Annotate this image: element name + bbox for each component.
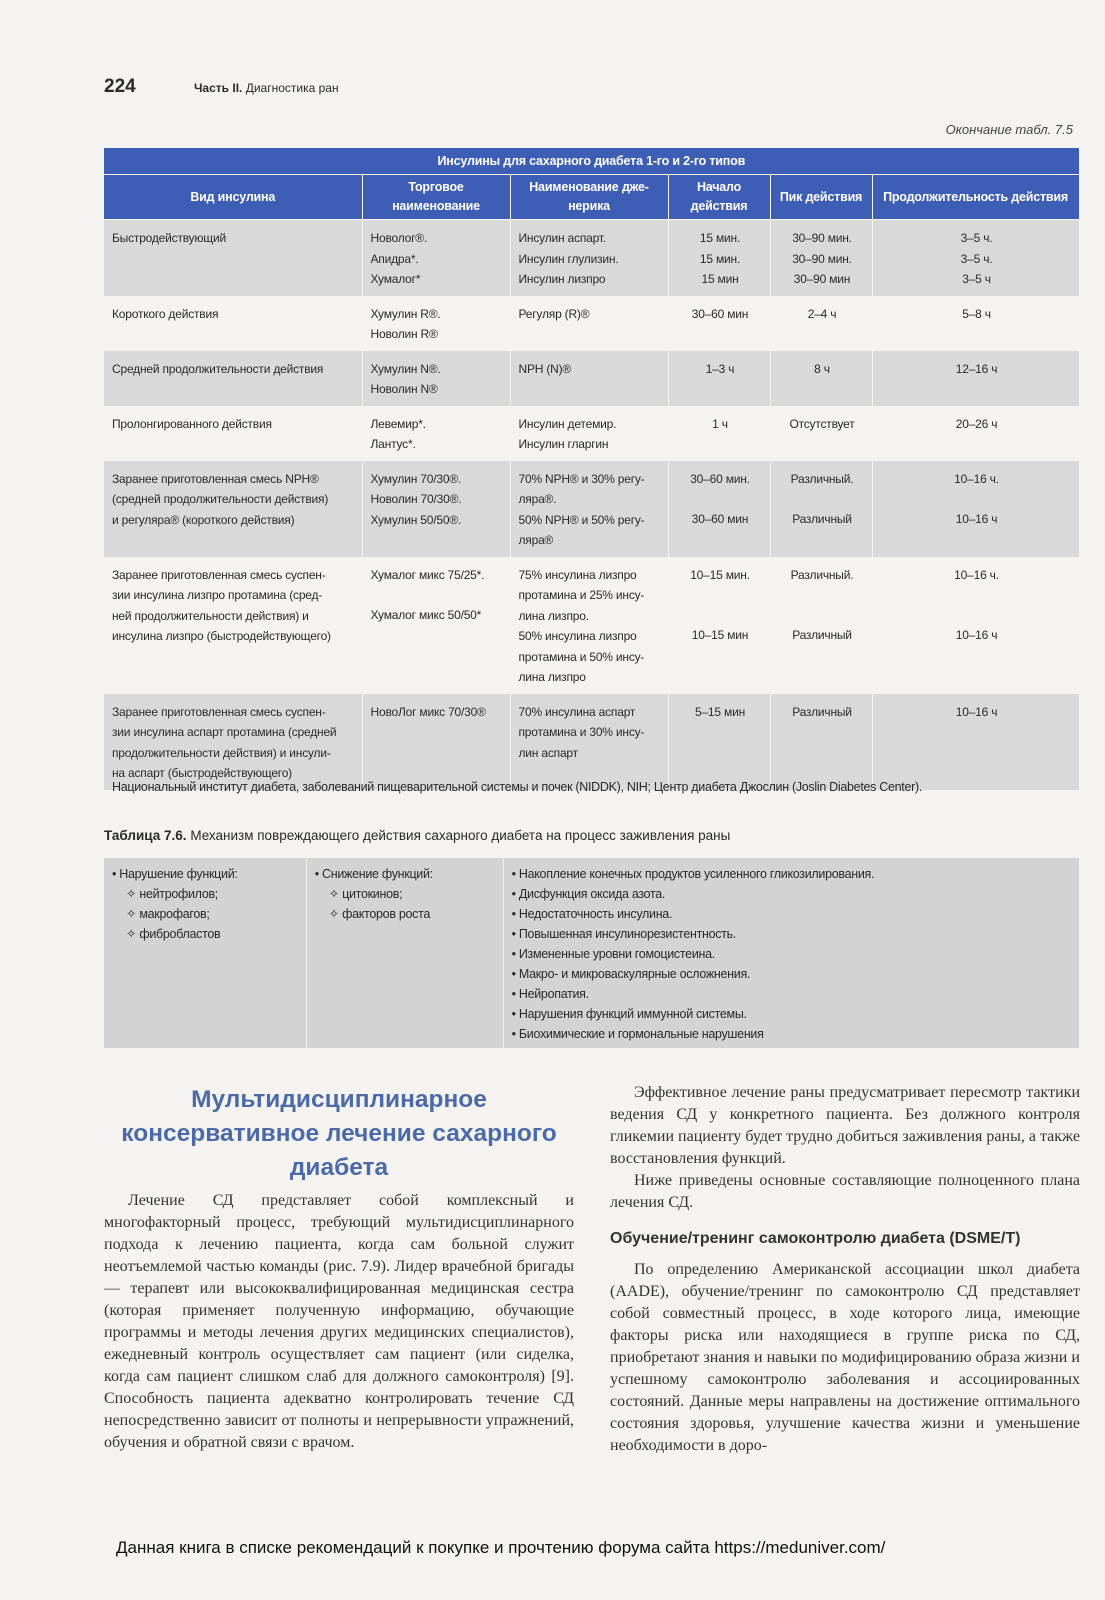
peak-cell [770,351,872,406]
cell-line: ляра® [518,533,554,547]
cell-line: Лантус*. [370,437,416,451]
peak-cell [770,461,872,557]
cell-line: Инсулин детемир. [518,416,617,431]
wound-table-column-factors [307,858,504,1048]
cell-line: Инсулин глулизин. [518,251,619,266]
cell-line: 3–5 ч. [960,251,993,266]
cell-line: 70% инсулина аспарт [518,704,636,719]
table-76-caption [104,828,730,843]
wound-healing-table [104,858,1079,1048]
list-item: ✧ нейтрофилов; [126,887,218,901]
cell-line: зии инсулина лизпро протамина (сред- [112,588,323,602]
paragraph: Лечение СД представляет собой комплексный и многофакторный процесс, требующий мультидисциплинарного подхода к лечению пациента, когда сам больной служит неотъемлемой частью команды (рис. 7.9). Лидер врачебной бригады — терапевт или высококвалифицированная медицинская сестра (которая применяет полученную информацию, обучающие программы и методы лечения других медицинских специалистов), ежедневный контроль осуществляет сам пациент (или сиделка, когда сам пациент слишком слаб для должного самоконтроля) [9]. Способность пациента адекватно контролировать течение СД непосредственно зависит от полноты и непрерывности упражнений, обучения и обратной связи с врачом. [104,1192,574,1451]
cell-line: 10–16 ч. [954,567,999,582]
list-item: ✧ цитокинов; [328,887,403,901]
onset-cell [668,461,770,557]
cell-line: инсулина лизпро (быстродействующего) [112,629,331,643]
column-header: Вид инсулина [104,175,362,220]
table-row [104,406,1079,461]
duration-cell [872,694,1079,790]
cell-line: Новолин R® [370,327,438,341]
insulin-type-cell [104,220,362,296]
table-continuation-label: Окончание табл. 7.5 [945,122,1073,137]
cell-line: 30–90 мин. [792,231,852,245]
cell-line: 5–8 ч [962,306,991,321]
trade-name-cell [362,406,510,461]
insulin-type-cell [104,461,362,557]
cell-line: 15 мин. [699,231,741,245]
cell-line: 10–16 ч. [954,471,999,486]
duration-cell [872,220,1079,296]
cell-line: протамина и 50% инсу- [518,649,645,664]
duration-cell [872,351,1079,406]
cell-line: Хумалог* [370,272,421,286]
list-item: • Накопление конечных продуктов усиленного гликозилирования. [511,867,875,881]
cell-line: лина лизпро. [518,608,589,623]
cell-line: (средней продолжительности действия) [112,492,329,506]
cell-line: зии инсулина аспарт протамина (средней [112,725,337,739]
cell-line: протамина и 25% инсу- [518,588,645,602]
list-item: • Снижение функций: [314,867,433,881]
cell-line: ней продолжительности действия) и [112,608,309,623]
peak-cell [770,694,872,790]
cell-line: Короткого действия [112,306,219,321]
insulin-type-cell [104,557,362,694]
list-item: • Макро- и микроваскулярные осложнения. [511,967,751,981]
cell-line: 50% инсулина лизпро [518,629,637,643]
duration-cell [872,296,1079,351]
wound-table-column-cells [104,858,307,1048]
list-item: • Нарушения функций иммунной системы. [511,1007,747,1021]
cell-line: Хумалог микс 75/25*. [370,567,485,582]
paragraph: Эффективное лечение раны предусматривает пересмотр тактики ведения СД у конкретного пациента. Без должного контроля гликемии пациенту будет трудно добиться заживления раны, а также восстановления функций. [610,1084,1080,1167]
cell-line: Инсулин лизпро [518,272,606,286]
cell-line: 15 мин. [699,251,741,266]
cell-line: 30–60 мин. [690,471,750,486]
list-item: • Нейропатия. [511,987,589,1001]
column-header: Продолжительность действия [872,175,1079,220]
list-item: ✧ фибробластов [126,927,221,941]
cell-line: 75% инсулина лизпро [518,567,637,582]
insulin-table-title: Инсулины для сахарного диабета 1-го и 2-го типов [104,148,1079,175]
trade-name-cell [362,220,510,296]
table-76-label: Таблица 7.6. [104,828,187,843]
page-number: 224 [104,76,136,97]
cell-line: Быстродействующий [112,231,226,245]
list-item: ✧ факторов роста [328,907,431,921]
table-row [104,220,1079,296]
list-item: • Биохимические и гормональные нарушения [511,1027,764,1041]
table-row [104,461,1079,557]
cell-line: 10–16 ч [955,628,998,642]
duration-cell [872,557,1079,694]
generic-name-cell [510,406,668,461]
cell-line: Хумалог микс 50/50* [370,608,482,622]
cell-line: Инсулин аспарт. [518,231,606,245]
page-header [104,76,1064,100]
list-item: ✧ макрофагов; [126,907,210,921]
cell-line: 30–60 мин [691,306,749,321]
cell-line: Апидра*. [370,251,419,266]
onset-cell [668,351,770,406]
cell-line: 50% NPH® и 50% регу- [518,512,645,527]
column-header: Наименование дже-нерика [510,175,668,220]
peak-cell [770,296,872,351]
table-row [104,557,1079,694]
table-row [104,694,1079,790]
trade-name-cell [362,296,510,351]
list-item: • Повышенная инсулинорезистентность. [511,927,737,941]
cell-line: Хумулин 50/50®. [370,512,462,527]
paragraph: Ниже приведены основные составляющие полноценного плана лечения СД. [610,1172,1080,1211]
insulin-table-header-row [104,175,1079,220]
cell-line: Средней продолжительности действия [112,361,324,376]
cell-line: НовоЛог микс 70/30® [370,704,486,719]
peak-cell [770,406,872,461]
cell-line: Различный [792,704,852,719]
duration-cell [872,406,1079,461]
footer-note: Данная книга в списке рекомендаций к покупке и прочтению форума сайта https://meduniver.com/ [116,1538,886,1557]
insulin-type-cell [104,296,362,351]
cell-line: лина лизпро [518,670,586,684]
generic-name-cell [510,694,668,790]
cell-line: 12–16 ч [955,361,998,376]
cell-line: Регуляр (R)® [518,306,590,321]
cell-line: Заранее приготовленная смесь суспен- [112,704,326,719]
cell-line: 2–4 ч [807,306,837,321]
generic-name-cell [510,557,668,694]
section-heading: Мультидисциплинарное консервативное лечение сахарного диабета [121,1086,557,1181]
cell-line: Новолог®. [370,231,428,245]
cell-line: продолжительности действия) и инсули- [112,745,331,760]
cell-line: 20–26 ч [955,416,998,431]
insulin-type-cell [104,351,362,406]
running-head-part: Часть II. [194,81,243,95]
cell-line: Заранее приготовленная смесь суспен- [112,567,326,582]
cell-line: 1 ч [712,416,728,431]
cell-line: Различный [792,512,852,526]
column-header: Начало действия [668,175,770,220]
running-head [194,81,339,95]
onset-cell [668,296,770,351]
paragraph: По определению Американской ассоциации школ диабета (AADE), обучение/тренинг по самоконтролю СД представляет собой совместный процесс, в ходе которого лица, имеющие факторы риска или находящиеся в группе риска по СД, приобретают знания и навыки по модифицированию образа жизни и успешному самоконтролю заболевания и ассоциированных состояний. Данные меры направлены на достижение оптимального состояния здоровья, улучшение качества жизни и уменьшение необходимости в доро- [610,1261,1080,1454]
trade-name-cell [362,351,510,406]
cell-line: 10–16 ч [955,704,998,719]
insulin-type-cell [104,406,362,461]
wound-table-column-mechanisms [504,858,1079,1048]
cell-line: NPH (N)® [518,361,572,376]
cell-line: Хумулин 70/30®. [370,471,462,486]
cell-line: протамина и 30% инсу- [518,725,645,739]
cell-line: Заранее приготовленная смесь NPH® [112,471,319,486]
onset-cell [668,694,770,790]
trade-name-cell [362,694,510,790]
cell-line: на аспарт (быстродействующего) [112,766,292,780]
insulin-type-cell [104,694,362,790]
peak-cell [770,220,872,296]
left-column [104,1190,574,1454]
onset-cell [668,220,770,296]
cell-line: 30–60 мин [691,512,749,526]
table-source-note: Национальный институт диабета, заболеваний пищеварительной системы и почек (NIDDK), NIH; Центр диабета Джослин (Joslin Diabetes Center). [112,780,923,794]
cell-line: Хумулин N®. [370,361,441,376]
cell-line: Различный. [790,567,854,582]
cell-line: 3–5 ч [962,272,991,286]
list-item: • Недостаточность инсулина. [511,907,673,921]
column-header: Торговое наименование [362,175,510,220]
cell-line: 10–15 мин [691,628,749,642]
cell-line: 30–90 мин. [792,251,852,266]
cell-line: Пролонгированного действия [112,416,272,431]
subheading: Обучение/тренинг самоконтролю диабета (DSME/T) [610,1230,1021,1247]
cell-line: лин аспарт [518,745,578,760]
cell-line: 30–90 мин [793,272,851,286]
cell-line: 5–15 мин [694,704,745,719]
table-76-title: Механизм повреждающего действия сахарного диабета на процесс заживления раны [190,828,731,843]
right-column [610,1082,1080,1457]
list-item: • Нарушение функций: [112,867,238,881]
onset-cell [668,557,770,694]
cell-line: 1–3 ч [705,361,735,376]
duration-cell [872,461,1079,557]
onset-cell [668,406,770,461]
generic-name-cell [510,461,668,557]
cell-line: Левемир*. [370,416,426,431]
cell-line: ляра®. [518,492,557,506]
cell-line: Новолин N® [370,382,438,396]
cell-line: Различный [792,628,852,642]
cell-line: и регуляра® (короткого действия) [112,512,295,527]
running-head-section: Диагностика ран [245,81,339,95]
trade-name-cell [362,461,510,557]
cell-line: 10–16 ч [955,512,998,526]
cell-line: 3–5 ч. [960,231,993,245]
trade-name-cell [362,557,510,694]
peak-cell [770,557,872,694]
table-row [104,296,1079,351]
insulin-table [104,148,1080,790]
table-row [104,351,1079,406]
cell-line: Различный. [790,471,854,486]
cell-line: Хумулин R®. [370,306,441,321]
list-item: • Дисфункция оксида азота. [511,887,666,901]
cell-line: 10–15 мин. [690,567,750,582]
column-header: Пик действия [770,175,872,220]
generic-name-cell [510,296,668,351]
generic-name-cell [510,351,668,406]
cell-line: Новолин 70/30®. [370,492,462,506]
cell-line: Инсулин гларгин [518,437,609,451]
cell-line: 15 мин [701,272,739,286]
cell-line: 8 ч [814,361,830,376]
generic-name-cell [510,220,668,296]
cell-line: Отсутствует [789,416,855,431]
list-item: • Измененные уровни гомоцистеина. [511,947,715,961]
cell-line: 70% NPH® и 30% регу- [518,471,645,486]
